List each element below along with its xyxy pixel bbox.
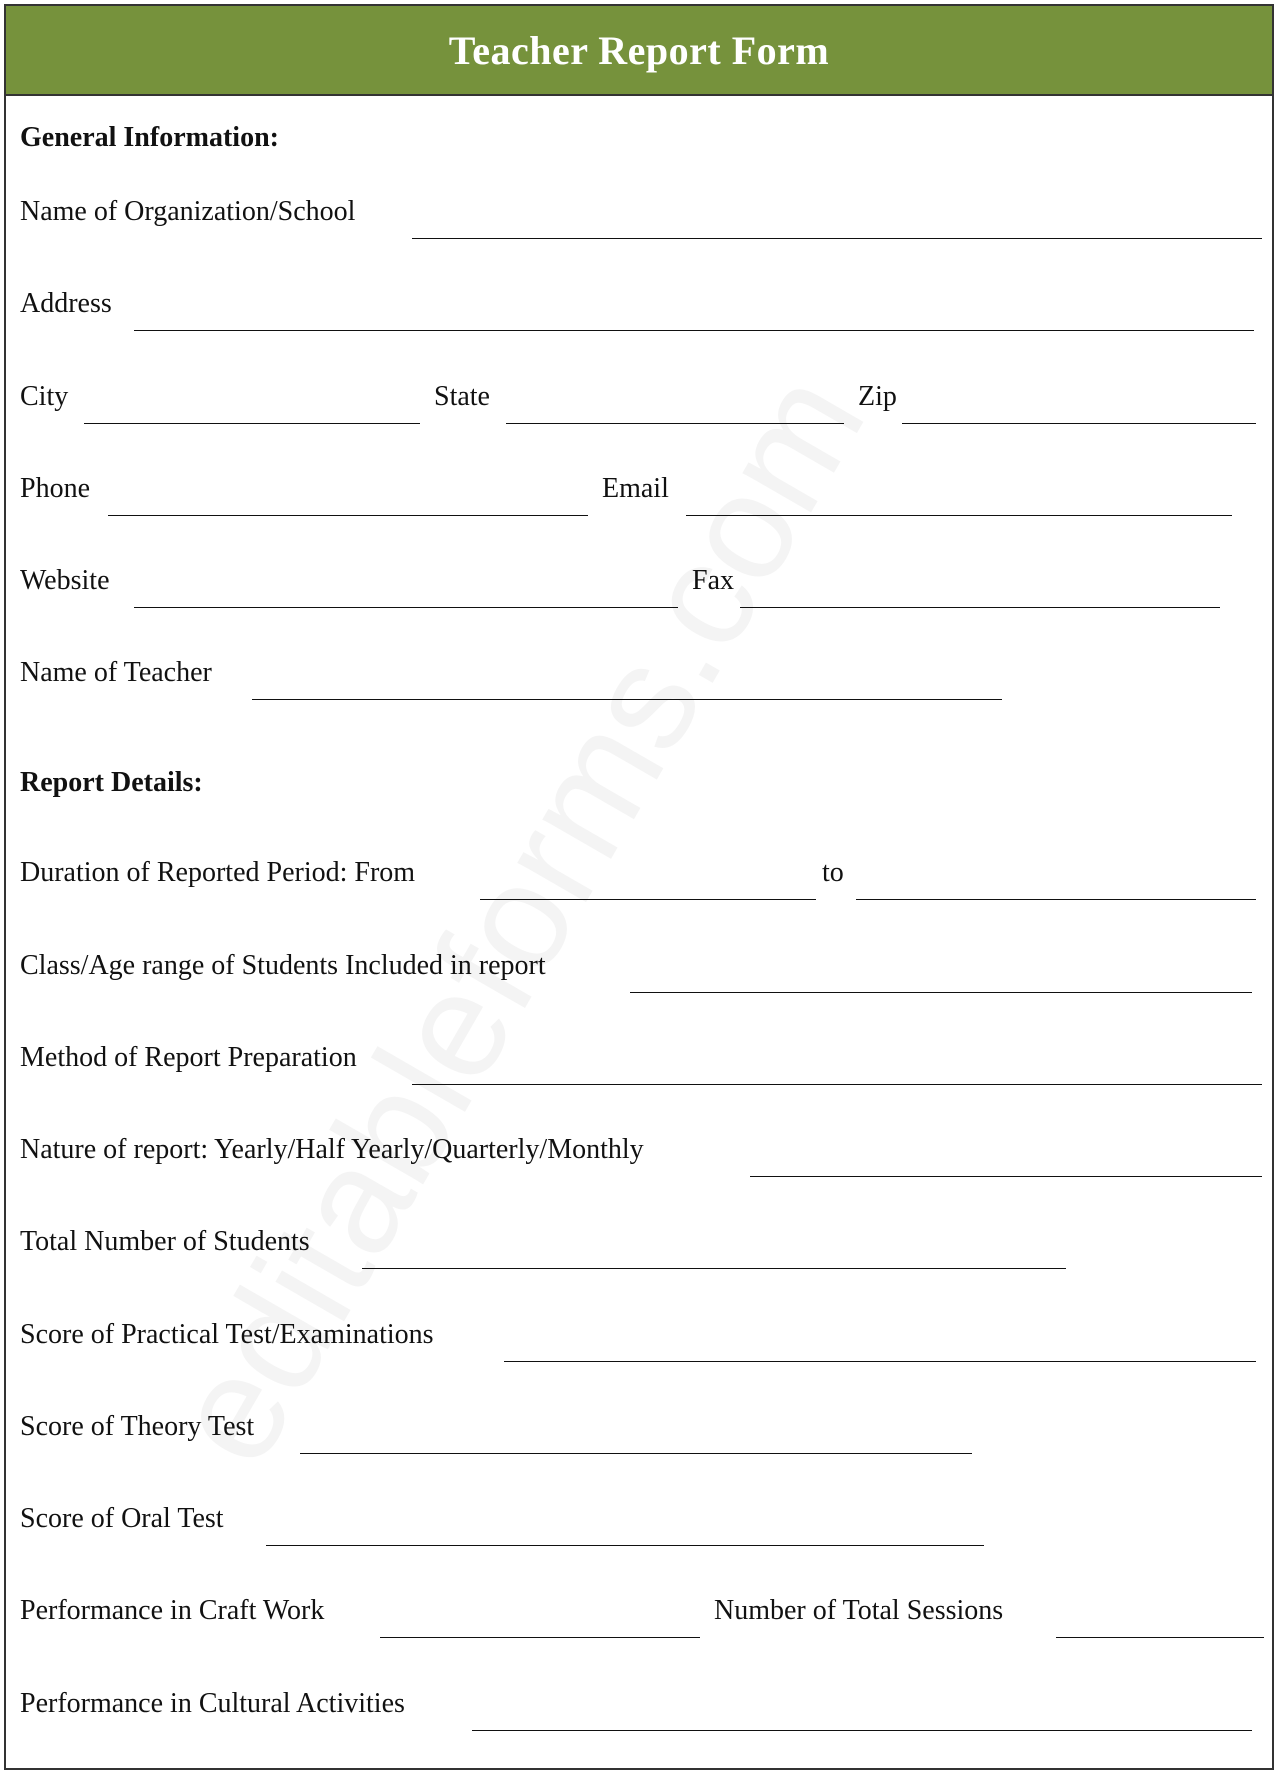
section-general-heading: General Information:	[20, 122, 279, 153]
zip-field[interactable]	[902, 423, 1256, 424]
sessions-field[interactable]	[1056, 1637, 1264, 1638]
nature-label: Nature of report: Yearly/Half Yearly/Quarterly/Monthly	[20, 1134, 644, 1165]
address-field[interactable]	[134, 330, 1254, 331]
phone-label: Phone	[20, 473, 90, 504]
class-age-label: Class/Age range of Students Included in report	[20, 950, 546, 981]
city-label: City	[20, 381, 69, 412]
title-bar	[6, 6, 1272, 96]
state-field[interactable]	[506, 423, 844, 424]
nature-field[interactable]	[750, 1176, 1262, 1177]
form-title: Teacher Report Form	[448, 27, 830, 73]
organization-field[interactable]	[412, 238, 1262, 239]
duration-from-label: Duration of Reported Period: From	[20, 857, 416, 888]
city-field[interactable]	[84, 423, 420, 424]
duration-to-label: to	[822, 857, 844, 888]
website-label: Website	[20, 565, 110, 596]
total-students-field[interactable]	[362, 1268, 1066, 1269]
zip-label: Zip	[858, 381, 897, 412]
craft-label: Performance in Craft Work	[20, 1595, 325, 1626]
phone-field[interactable]	[108, 515, 588, 516]
fax-label: Fax	[692, 565, 734, 596]
fax-field[interactable]	[740, 607, 1220, 608]
oral-field[interactable]	[266, 1545, 984, 1546]
cultural-field[interactable]	[472, 1730, 1252, 1731]
theory-label: Score of Theory Test	[20, 1411, 255, 1442]
duration-from-field[interactable]	[480, 899, 816, 900]
craft-field[interactable]	[380, 1637, 700, 1638]
method-label: Method of Report Preparation	[20, 1042, 357, 1073]
website-field[interactable]	[134, 607, 678, 608]
theory-field[interactable]	[300, 1453, 972, 1454]
teacher-label: Name of Teacher	[20, 657, 212, 688]
form-frame	[4, 4, 1274, 1770]
organization-label: Name of Organization/School	[20, 196, 356, 227]
class-age-field[interactable]	[630, 992, 1252, 993]
teacher-field[interactable]	[252, 699, 1002, 700]
section-report-heading: Report Details:	[20, 767, 203, 798]
cultural-label: Performance in Cultural Activities	[20, 1688, 405, 1719]
practical-field[interactable]	[504, 1361, 1256, 1362]
email-field[interactable]	[686, 515, 1232, 516]
state-label: State	[434, 381, 490, 412]
email-label: Email	[602, 473, 669, 504]
method-field[interactable]	[412, 1084, 1262, 1085]
address-label: Address	[20, 288, 112, 319]
oral-label: Score of Oral Test	[20, 1503, 224, 1534]
duration-to-field[interactable]	[856, 899, 1256, 900]
practical-label: Score of Practical Test/Examinations	[20, 1319, 434, 1350]
total-students-label: Total Number of Students	[20, 1226, 310, 1257]
sessions-label: Number of Total Sessions	[714, 1595, 1004, 1626]
